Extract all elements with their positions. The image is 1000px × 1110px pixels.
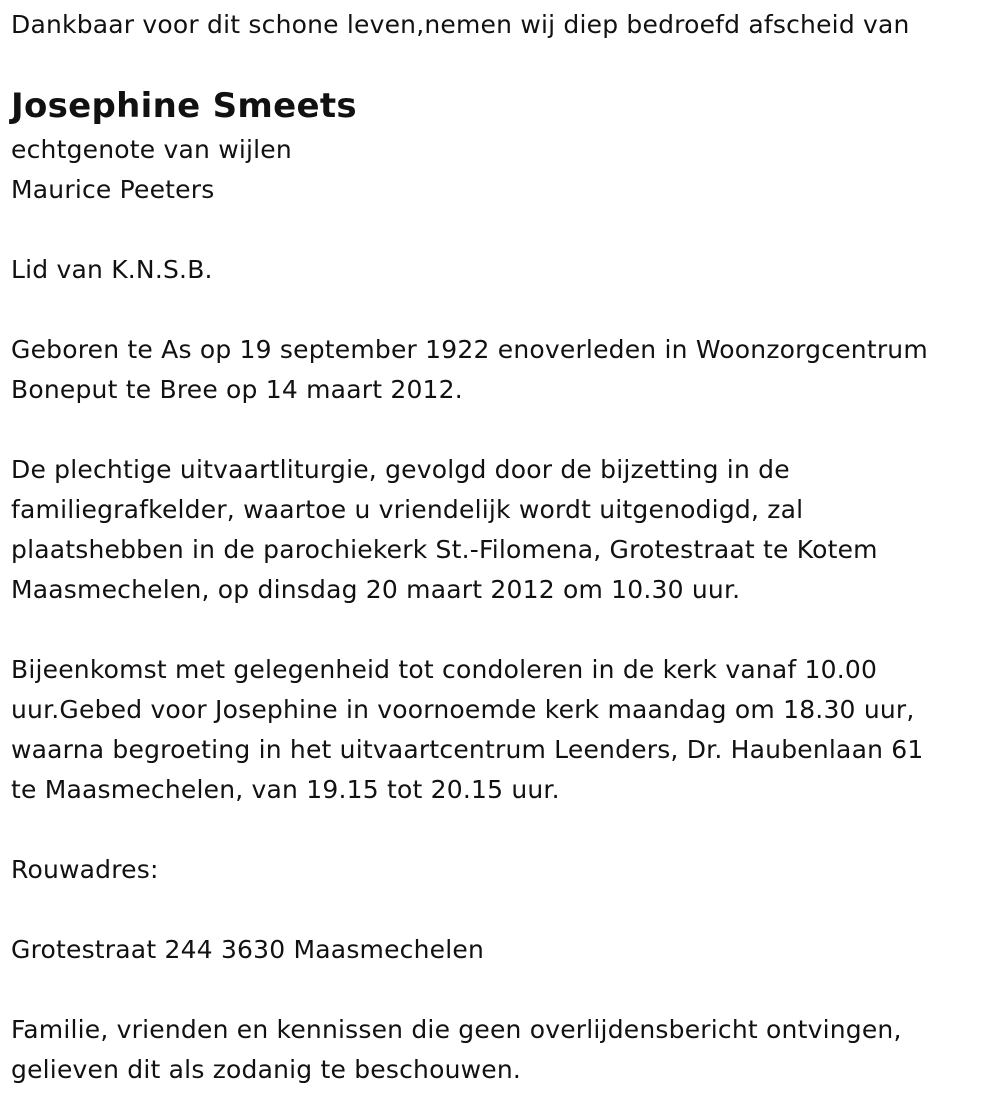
spouse-line: echtgenote van wijlen <box>11 135 292 164</box>
paragraph-line: De plechtige uitvaartliturgie, gevolgd door de bijzetting in de <box>11 455 790 484</box>
paragraph-line: waarna begroeting in het uitvaartcentrum Leenders, Dr. Haubenlaan 61 <box>11 735 924 764</box>
obituary-notice <box>11 0 991 1090</box>
spacer <box>11 810 991 850</box>
spacer <box>11 210 991 250</box>
spacer <box>11 610 991 650</box>
intro-text: Dankbaar voor dit schone leven,nemen wij diep bedroefd afscheid van <box>11 10 910 39</box>
closing-paragraph <box>11 1010 991 1090</box>
gathering-paragraph <box>11 650 991 810</box>
paragraph-line: Maasmechelen, op dinsdag 20 maart 2012 om 10.30 uur. <box>11 575 741 604</box>
spacer <box>11 890 991 930</box>
spouse-line: Maurice Peeters <box>11 175 215 204</box>
paragraph-line: familiegrafkelder, waartoe u vriendelijk wordt uitgenodigd, zal <box>11 495 804 524</box>
spacer <box>11 290 991 330</box>
paragraph-line: te Maasmechelen, van 19.15 tot 20.15 uur. <box>11 775 560 804</box>
paragraph-line: uur.Gebed voor Josephine in voornoemde kerk maandag om 18.30 uur, <box>11 695 915 724</box>
spacer <box>11 410 991 450</box>
spouse-block <box>11 130 991 210</box>
paragraph-line: Geboren te As op 19 september 1922 enoverleden in Woonzorgcentrum <box>11 335 928 364</box>
membership-text: Lid van K.N.S.B. <box>11 255 213 284</box>
paragraph-line: Boneput te Bree op 14 maart 2012. <box>11 375 463 404</box>
mourning-address-label: Rouwadres: <box>11 855 159 884</box>
spacer <box>11 970 991 1010</box>
paragraph-line: plaatshebben in de parochiekerk St.-Filomena, Grotestraat te Kotem <box>11 535 878 564</box>
deceased-name: Josephine Smeets <box>11 86 357 126</box>
funeral-paragraph <box>11 450 991 610</box>
mourning-address: Grotestraat 244 3630 Maasmechelen <box>11 935 485 964</box>
paragraph-line: gelieven dit als zodanig te beschouwen. <box>11 1055 522 1084</box>
paragraph-line: Bijeenkomst met gelegenheid tot condoleren in de kerk vanaf 10.00 <box>11 655 878 684</box>
paragraph-line: Familie, vrienden en kennissen die geen overlijdensbericht ontvingen, <box>11 1015 902 1044</box>
birth-death-paragraph <box>11 330 991 410</box>
